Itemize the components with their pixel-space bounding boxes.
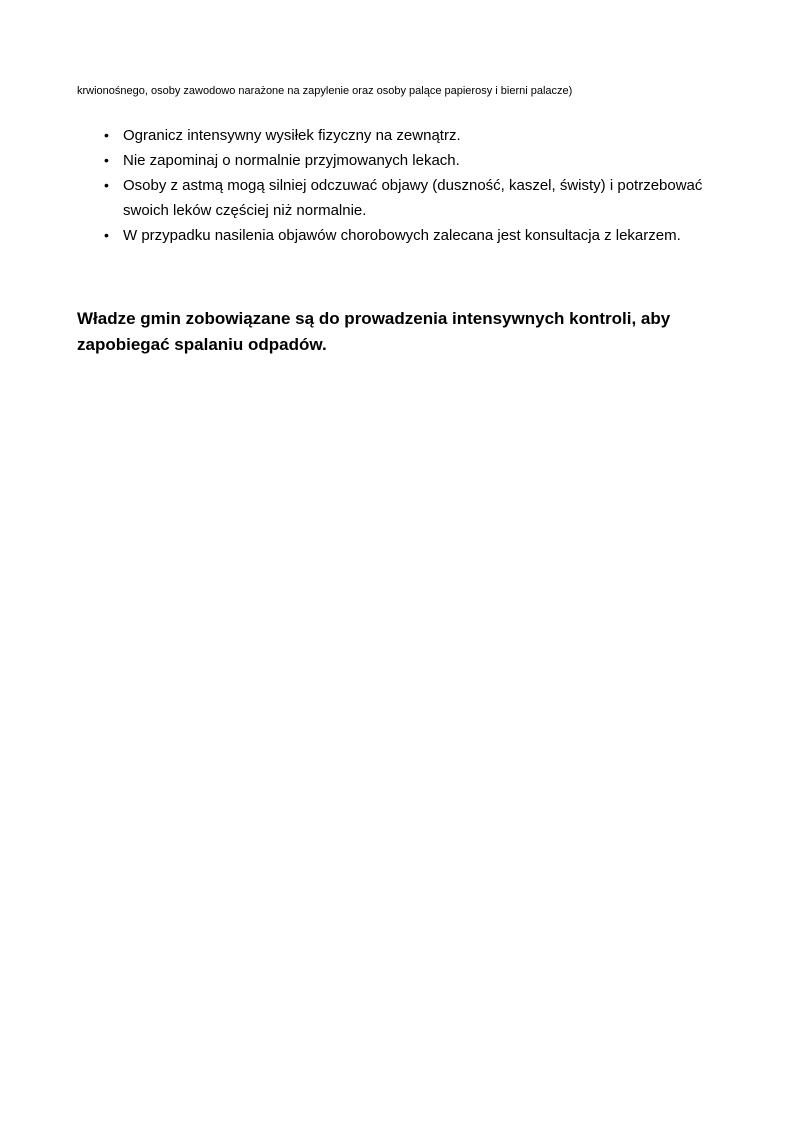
notice-paragraph: Władze gmin zobowiązane są do prowadzenia intensywnych kontroli, aby zapobiegać spalaniu odpadów. <box>77 309 671 354</box>
list-item <box>77 223 723 248</box>
list-item-text: Nie zapominaj o normalnie przyjmowanych lekach. <box>123 152 460 169</box>
bullet-icon: • <box>104 227 109 243</box>
continuation-text: krwionośnego, osoby zawodowo narażone na zapylenie oraz osoby palące papierosy i bierni palacze) <box>77 85 573 97</box>
list-item-text: Osoby z astmą mogą silniej odczuwać objawy (duszność, kaszel, świsty) i potrzebować swoich leków częściej niż normalnie. <box>123 177 703 219</box>
bullet-list <box>77 123 717 248</box>
list-item-text: W przypadku nasilenia objawów chorobowych zalecana jest konsultacja z lekarzem. <box>123 227 681 244</box>
bullet-icon: • <box>104 177 109 193</box>
list-item <box>77 173 723 223</box>
list-item <box>77 148 723 173</box>
list-item <box>77 123 723 148</box>
bullet-icon: • <box>104 127 109 143</box>
bullet-icon: • <box>104 152 109 168</box>
list-item-text: Ogranicz intensywny wysiłek fizyczny na zewnątrz. <box>123 127 461 144</box>
